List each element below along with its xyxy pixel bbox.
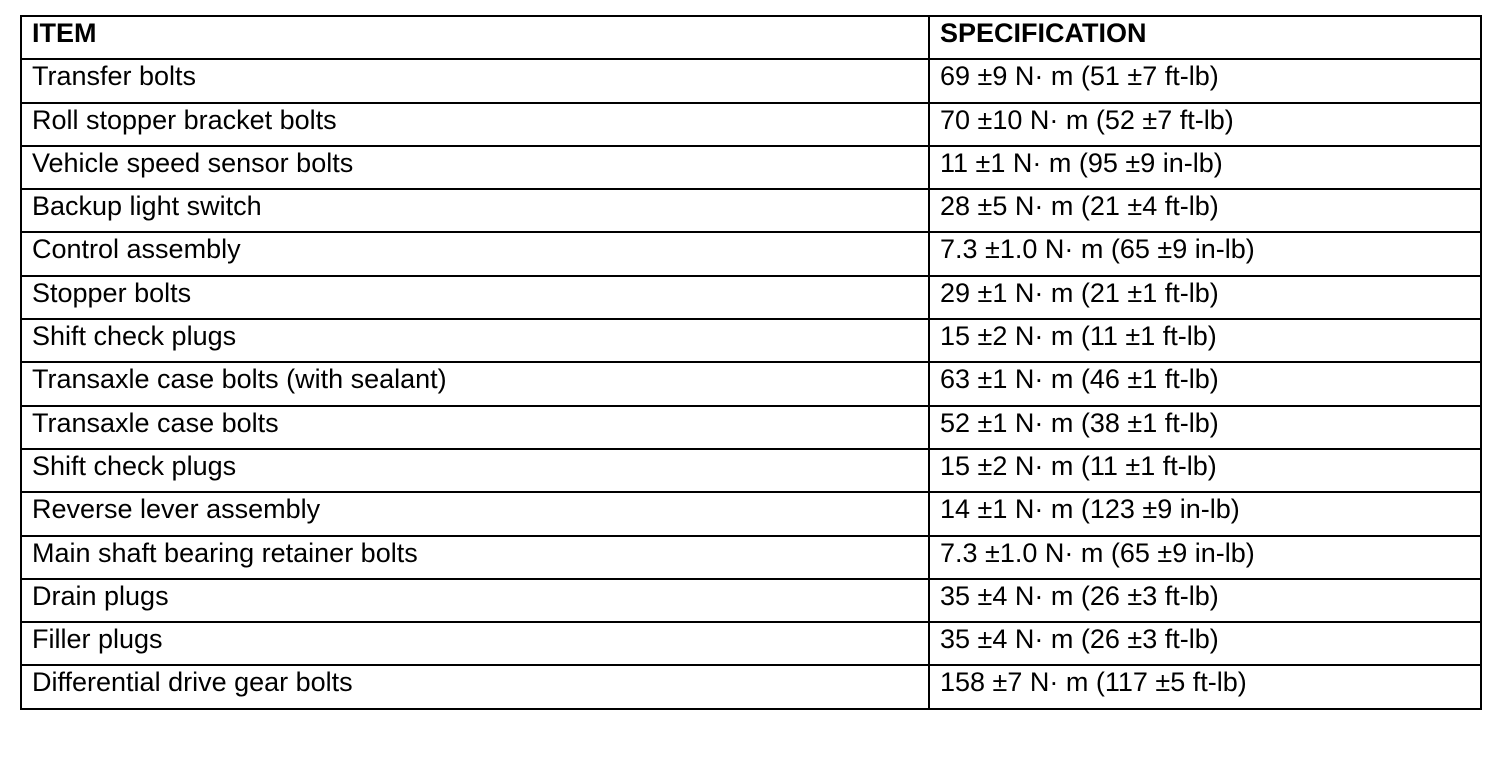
table-row (21, 319, 1481, 362)
item-cell: Shift check plugs (21, 449, 929, 492)
torque-spec-table (20, 15, 1482, 710)
specification-cell: 69 ±9 N· m (51 ±7 ft-lb) (929, 59, 1481, 102)
item-cell: Drain plugs (21, 579, 929, 622)
table-row (21, 406, 1481, 449)
column-header-specification: SPECIFICATION (929, 16, 1481, 59)
table-row (21, 665, 1481, 708)
table-row (21, 232, 1481, 275)
item-cell: Shift check plugs (21, 319, 929, 362)
table-row (21, 492, 1481, 535)
specification-cell: 11 ±1 N· m (95 ±9 in-lb) (929, 146, 1481, 189)
specification-cell: 7.3 ±1.0 N· m (65 ±9 in-lb) (929, 232, 1481, 275)
table-row (21, 276, 1481, 319)
table-row (21, 622, 1481, 665)
table-row (21, 103, 1481, 146)
item-cell: Vehicle speed sensor bolts (21, 146, 929, 189)
specification-cell: 15 ±2 N· m (11 ±1 ft-lb) (929, 449, 1481, 492)
specification-cell: 7.3 ±1.0 N· m (65 ±9 in-lb) (929, 536, 1481, 579)
specification-cell: 70 ±10 N· m (52 ±7 ft-lb) (929, 103, 1481, 146)
item-cell: Transaxle case bolts (with sealant) (21, 362, 929, 405)
header-row (21, 16, 1481, 59)
specification-cell: 35 ±4 N· m (26 ±3 ft-lb) (929, 622, 1481, 665)
table-row (21, 362, 1481, 405)
item-cell: Transfer bolts (21, 59, 929, 102)
specification-cell: 28 ±5 N· m (21 ±4 ft-lb) (929, 189, 1481, 232)
table-header (21, 16, 1481, 59)
item-cell: Roll stopper bracket bolts (21, 103, 929, 146)
specification-cell: 158 ±7 N· m (117 ±5 ft-lb) (929, 665, 1481, 708)
specification-cell: 14 ±1 N· m (123 ±9 in-lb) (929, 492, 1481, 535)
specification-cell: 29 ±1 N· m (21 ±1 ft-lb) (929, 276, 1481, 319)
table-row (21, 579, 1481, 622)
table-row (21, 449, 1481, 492)
specification-cell: 52 ±1 N· m (38 ±1 ft-lb) (929, 406, 1481, 449)
item-cell: Differential drive gear bolts (21, 665, 929, 708)
item-cell: Filler plugs (21, 622, 929, 665)
item-cell: Control assembly (21, 232, 929, 275)
table-row (21, 146, 1481, 189)
specification-cell: 35 ±4 N· m (26 ±3 ft-lb) (929, 579, 1481, 622)
item-cell: Reverse lever assembly (21, 492, 929, 535)
specification-cell: 15 ±2 N· m (11 ±1 ft-lb) (929, 319, 1481, 362)
specification-cell: 63 ±1 N· m (46 ±1 ft-lb) (929, 362, 1481, 405)
table-row (21, 189, 1481, 232)
item-cell: Stopper bolts (21, 276, 929, 319)
item-cell: Backup light switch (21, 189, 929, 232)
table-row (21, 536, 1481, 579)
table-body (21, 59, 1481, 708)
item-cell: Main shaft bearing retainer bolts (21, 536, 929, 579)
item-cell: Transaxle case bolts (21, 406, 929, 449)
table-row (21, 59, 1481, 102)
column-header-item: ITEM (21, 16, 929, 59)
